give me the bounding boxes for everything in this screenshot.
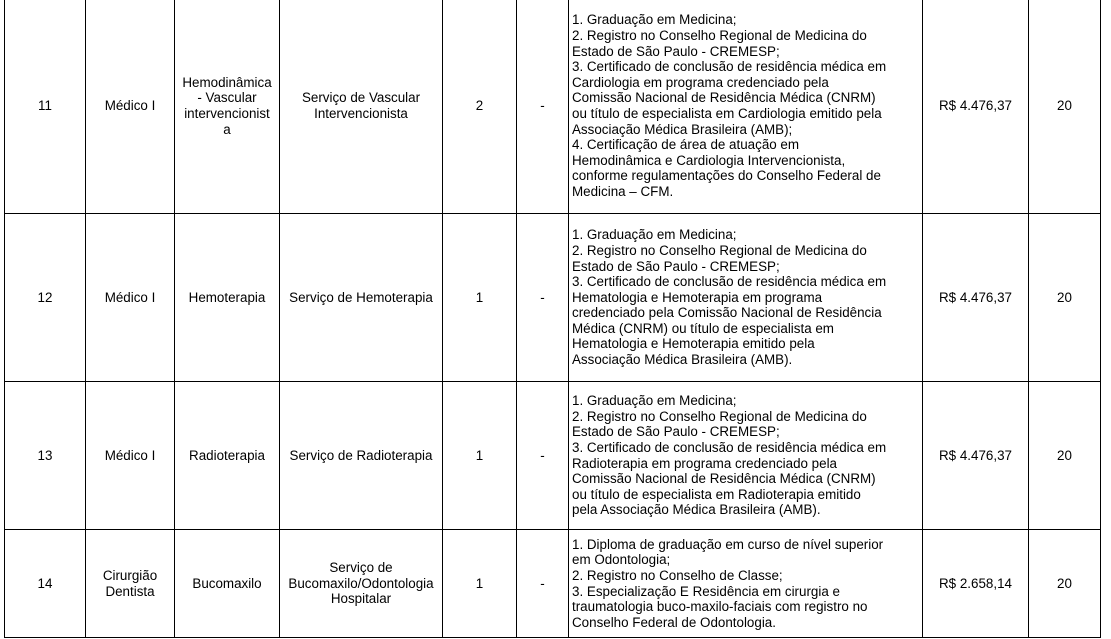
- table-row: [5, 214, 1101, 382]
- position-number: 14: [5, 530, 86, 638]
- position-number: 13: [5, 382, 86, 530]
- service-unit: Serviço de Vascular Intervencionista: [280, 0, 443, 214]
- salary: R$ 4.476,37: [923, 214, 1029, 382]
- vacancies: 1: [443, 530, 517, 638]
- requirements: 1. Graduação em Medicina; 2. Registro no Conselho Regional de Medicina do Estado de São Paulo - CREMESP; 3. Certificado de conclusão de residência médica em Cardiologia em programa credenciado pela Comissão Nacional de Residência Médica (CNRM) ou título de especialista em Cardiologia emitido pela Associação Médica Brasileira (AMB); 4. Certificação de área de atuação em Hemodinâmica e Cardiologia Intervencionista, conforme regulamentações do Conselho Federal de Medicina – CFM.: [569, 0, 923, 214]
- job-title: Cirurgião Dentista: [86, 530, 175, 638]
- job-title: Médico I: [86, 214, 175, 382]
- vacancies: 1: [443, 382, 517, 530]
- weekly-hours: 20: [1029, 530, 1101, 638]
- vacancies: 1: [443, 214, 517, 382]
- service-unit: Serviço de Bucomaxilo/Odontologia Hospitalar: [280, 530, 443, 638]
- requirements: 1. Diploma de graduação em curso de nível superior em Odontologia; 2. Registro no Conselho de Classe; 3. Especialização E Residência em cirurgia e traumatologia buco-maxilo-faciais com registro no Conselho Federal de Odontologia.: [569, 530, 923, 638]
- vacancies: 2: [443, 0, 517, 214]
- weekly-hours: 20: [1029, 0, 1101, 214]
- salary: R$ 4.476,37: [923, 0, 1029, 214]
- reserved-vacancies: -: [517, 530, 569, 638]
- job-requirements-table: [4, 0, 1101, 638]
- job-title: Médico I: [86, 382, 175, 530]
- requirements: 1. Graduação em Medicina; 2. Registro no Conselho Regional de Medicina do Estado de São Paulo - CREMESP; 3. Certificado de conclusão de residência médica em Radioterapia em programa credenciado pela Comissão Nacional de Residência Médica (CNRM) ou título de especialista em Radioterapia emitido pela Associação Médica Brasileira (AMB).: [569, 382, 923, 530]
- table-row: [5, 0, 1101, 214]
- specialty-area: Radioterapia: [175, 382, 280, 530]
- salary: R$ 2.658,14: [923, 530, 1029, 638]
- job-title: Médico I: [86, 0, 175, 214]
- service-unit: Serviço de Radioterapia: [280, 382, 443, 530]
- reserved-vacancies: -: [517, 214, 569, 382]
- service-unit: Serviço de Hemoterapia: [280, 214, 443, 382]
- salary: R$ 4.476,37: [923, 382, 1029, 530]
- weekly-hours: 20: [1029, 214, 1101, 382]
- reserved-vacancies: -: [517, 382, 569, 530]
- specialty-area: Bucomaxilo: [175, 530, 280, 638]
- weekly-hours: 20: [1029, 382, 1101, 530]
- position-number: 12: [5, 214, 86, 382]
- specialty-area: Hemodinâmica - Vascular intervencionist a: [175, 0, 280, 214]
- specialty-area: Hemoterapia: [175, 214, 280, 382]
- table-row: [5, 530, 1101, 638]
- position-number: 11: [5, 0, 86, 214]
- table-row: [5, 382, 1101, 530]
- requirements: 1. Graduação em Medicina; 2. Registro no Conselho Regional de Medicina do Estado de São Paulo - CREMESP; 3. Certificado de conclusão de residência médica em Hematologia e Hemoterapia em programa credenciado pela Comissão Nacional de Residência Médica (CNRM) ou título de especialista em Hematologia e Hemoterapia emitido pela Associação Médica Brasileira (AMB).: [569, 214, 923, 382]
- reserved-vacancies: -: [517, 0, 569, 214]
